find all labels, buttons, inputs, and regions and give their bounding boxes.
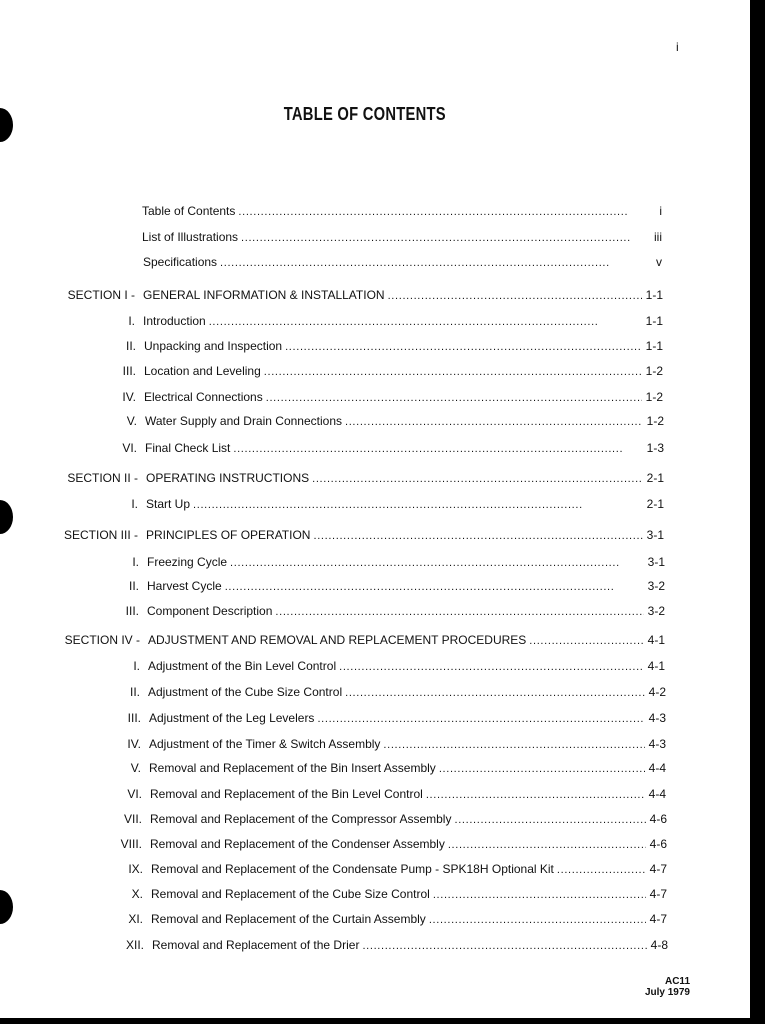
toc-entry [0, 526, 750, 544]
dot-leader [448, 836, 646, 854]
toc-entry-title: Adjustment of the Cube Size Control [148, 685, 343, 699]
dot-leader [313, 527, 642, 545]
toc-entry-label: II. [129, 685, 140, 699]
toc-entry-page: 3-1 [647, 555, 665, 569]
dot-leader [529, 632, 643, 650]
toc-entry-title: Adjustment of the Bin Level Control [148, 659, 337, 673]
toc-entry-label: SECTION II - [67, 471, 138, 485]
toc-entry-label: III. [127, 711, 141, 725]
toc-entry-label: I. [133, 659, 140, 673]
dot-leader [383, 736, 644, 754]
toc-entry-title: Electrical Connections [144, 390, 263, 404]
toc-entry-label: I. [132, 555, 139, 569]
toc-entry [0, 602, 750, 620]
toc-entry [0, 657, 750, 675]
toc-entry [0, 253, 750, 271]
toc-entry-label: SECTION III - [63, 528, 138, 542]
toc-entry-label: V. [130, 761, 141, 775]
dot-leader [238, 203, 655, 221]
dot-leader [345, 413, 643, 431]
toc-entry-title: Adjustment of the Timer & Switch Assembly [149, 737, 381, 751]
toc-entry-title: Freezing Cycle [147, 555, 228, 569]
binder-hole [0, 108, 13, 142]
toc-entry-label: VII. [123, 812, 142, 826]
toc-entry-label: VI. [122, 441, 137, 455]
toc-entry-title: Removal and Replacement of the Condenser Assembly [150, 837, 445, 851]
toc-entry-title: Table of Contents [142, 204, 236, 218]
toc-entry-page: 3-1 [646, 528, 664, 542]
toc-entry-page: 2-1 [646, 497, 664, 511]
toc-entry [0, 362, 750, 380]
dot-leader [388, 287, 642, 305]
toc-entry-label: III. [122, 364, 136, 378]
toc-entry-title: Introduction [143, 314, 206, 328]
toc-entry-title: Removal and Replacement of the Cube Size Control [151, 887, 430, 901]
toc-entry-page: 2-1 [646, 471, 664, 485]
toc-entry-page: 4-8 [650, 938, 668, 952]
toc-entry-label: VI. [127, 787, 142, 801]
toc-entry-title: Water Supply and Drain Connections [145, 414, 342, 428]
dot-leader [220, 254, 652, 272]
dot-leader [233, 440, 642, 458]
footer-code: AC11 [664, 976, 690, 987]
toc-entry [0, 495, 750, 513]
toc-entry-title: Removal and Replacement of the Condensate Pump - SPK18H Optional Kit [151, 862, 554, 876]
toc-entry-title: GENERAL INFORMATION & INSTALLATION [143, 288, 385, 302]
toc-entry [0, 735, 750, 753]
dot-leader [429, 911, 646, 929]
toc-entry-title: Removal and Replacement of the Drier [152, 938, 360, 952]
toc-entry-label: IV. [127, 737, 141, 751]
toc-entry [0, 469, 750, 487]
toc-entry-title: ADJUSTMENT AND REMOVAL AND REPLACEMENT PROCEDURES [148, 633, 527, 647]
toc-entry [0, 312, 750, 330]
toc-entry-label: XI. [128, 912, 143, 926]
toc-entry-title: Adjustment of the Leg Levelers [149, 711, 315, 725]
toc-entry-label: III. [125, 604, 139, 618]
toc-entry-title: Start Up [146, 497, 191, 511]
toc-entry-title: Harvest Cycle [147, 579, 222, 593]
toc-entry [0, 577, 750, 595]
dot-leader [439, 760, 645, 778]
toc-entry-label: I. [131, 497, 138, 511]
toc-entry-page: 4-6 [649, 812, 667, 826]
toc-entry [0, 785, 750, 803]
toc-entry [0, 860, 750, 878]
toc-entry [0, 709, 750, 727]
dot-leader [345, 684, 645, 702]
dot-leader [225, 578, 644, 596]
toc-entry-title: OPERATING INSTRUCTIONS [146, 471, 310, 485]
toc-entry-title: Removal and Replacement of the Curtain Assembly [151, 912, 426, 926]
toc-entry-title: Unpacking and Inspection [144, 339, 283, 353]
toc-entry-label: X. [131, 887, 143, 901]
toc-entry [0, 759, 750, 777]
toc-entry-label: SECTION I - [67, 288, 135, 302]
toc-entry-page: 1-2 [645, 390, 663, 404]
toc-entry-title: Removal and Replacement of the Bin Insert Assembly [149, 761, 436, 775]
toc-entry-page: 4-7 [649, 912, 667, 926]
toc-entry [0, 337, 750, 355]
dot-leader [454, 811, 645, 829]
toc-entry-page: 1-1 [645, 288, 663, 302]
dot-leader [266, 389, 642, 407]
toc-entry-page: 4-7 [649, 887, 667, 901]
toc-entry-label: II. [125, 339, 136, 353]
toc-entry-page: 4-3 [648, 737, 666, 751]
toc-entry-page: i [659, 204, 662, 218]
toc-entry-title: Component Description [147, 604, 273, 618]
page-title: TABLE OF CONTENTS [283, 104, 446, 124]
dot-leader [275, 603, 643, 621]
toc-entry [0, 553, 750, 571]
dot-leader [230, 554, 644, 572]
dot-leader [557, 861, 646, 879]
toc-entry-label: SECTION IV - [64, 633, 140, 647]
dot-leader [433, 886, 646, 904]
toc-entry [0, 631, 750, 649]
toc-entry [0, 228, 750, 246]
toc-entry-page: 4-2 [648, 685, 666, 699]
toc-entry-page: 4-7 [649, 862, 667, 876]
toc-entry-page: 4-1 [647, 633, 665, 647]
footer-date: July 1979 [644, 987, 690, 998]
toc-entry-page: 4-4 [648, 787, 666, 801]
toc-entry-page: 1-3 [646, 441, 664, 455]
dot-leader [193, 496, 643, 514]
toc-entry-page: 4-6 [649, 837, 667, 851]
toc-entry-title: Final Check List [145, 441, 231, 455]
toc-entry [0, 910, 750, 928]
toc-entry-page: 4-3 [648, 711, 666, 725]
toc-entry [0, 286, 750, 304]
toc-entry-page: 3-2 [647, 579, 665, 593]
dot-leader [339, 658, 644, 676]
dot-leader [264, 363, 642, 381]
dot-leader [241, 229, 650, 247]
toc-entry [0, 439, 750, 457]
toc-entry-title: PRINCIPLES OF OPERATION [146, 528, 311, 542]
toc-entry [0, 202, 750, 220]
dot-leader [209, 313, 642, 331]
toc-entry-page: 1-1 [645, 314, 663, 328]
toc-entry-page: 1-2 [645, 364, 663, 378]
toc-entry-page: 3-2 [647, 604, 665, 618]
toc-entry [0, 412, 750, 430]
toc-entry-title: Removal and Replacement of the Compressor Assembly [150, 812, 452, 826]
toc-entry-page: iii [654, 230, 662, 244]
toc-entry-page: 4-4 [648, 761, 666, 775]
toc-entry-title: Specifications [143, 255, 218, 269]
toc-entry [0, 810, 750, 828]
toc-entry [0, 388, 750, 406]
dot-leader [317, 710, 644, 728]
toc-entry-title: List of Illustrations [142, 230, 239, 244]
toc-entry-title: Location and Leveling [144, 364, 261, 378]
toc-entry [0, 936, 750, 954]
toc-entry-page: 1-2 [646, 414, 664, 428]
dot-leader [362, 937, 646, 955]
toc-entry-label: XII. [125, 938, 144, 952]
toc-entry-label: IX. [128, 862, 143, 876]
toc-entry-page: v [656, 255, 662, 269]
toc-entry-label: I. [128, 314, 135, 328]
toc-entry [0, 885, 750, 903]
toc-entry-label: V. [126, 414, 137, 428]
toc-entry-page: 4-1 [647, 659, 665, 673]
dot-leader [426, 786, 645, 804]
toc-entry-page: 1-1 [645, 339, 663, 353]
toc-entry-label: VIII. [120, 837, 142, 851]
dot-leader [312, 470, 643, 488]
toc-entry [0, 683, 750, 701]
toc-entry-title: Removal and Replacement of the Bin Level Control [150, 787, 423, 801]
page-number: i [676, 40, 679, 54]
document-footer [600, 976, 690, 998]
toc-entry-label: II. [128, 579, 139, 593]
toc-entry [0, 835, 750, 853]
toc-entry-label: IV. [122, 390, 136, 404]
dot-leader [285, 338, 642, 356]
